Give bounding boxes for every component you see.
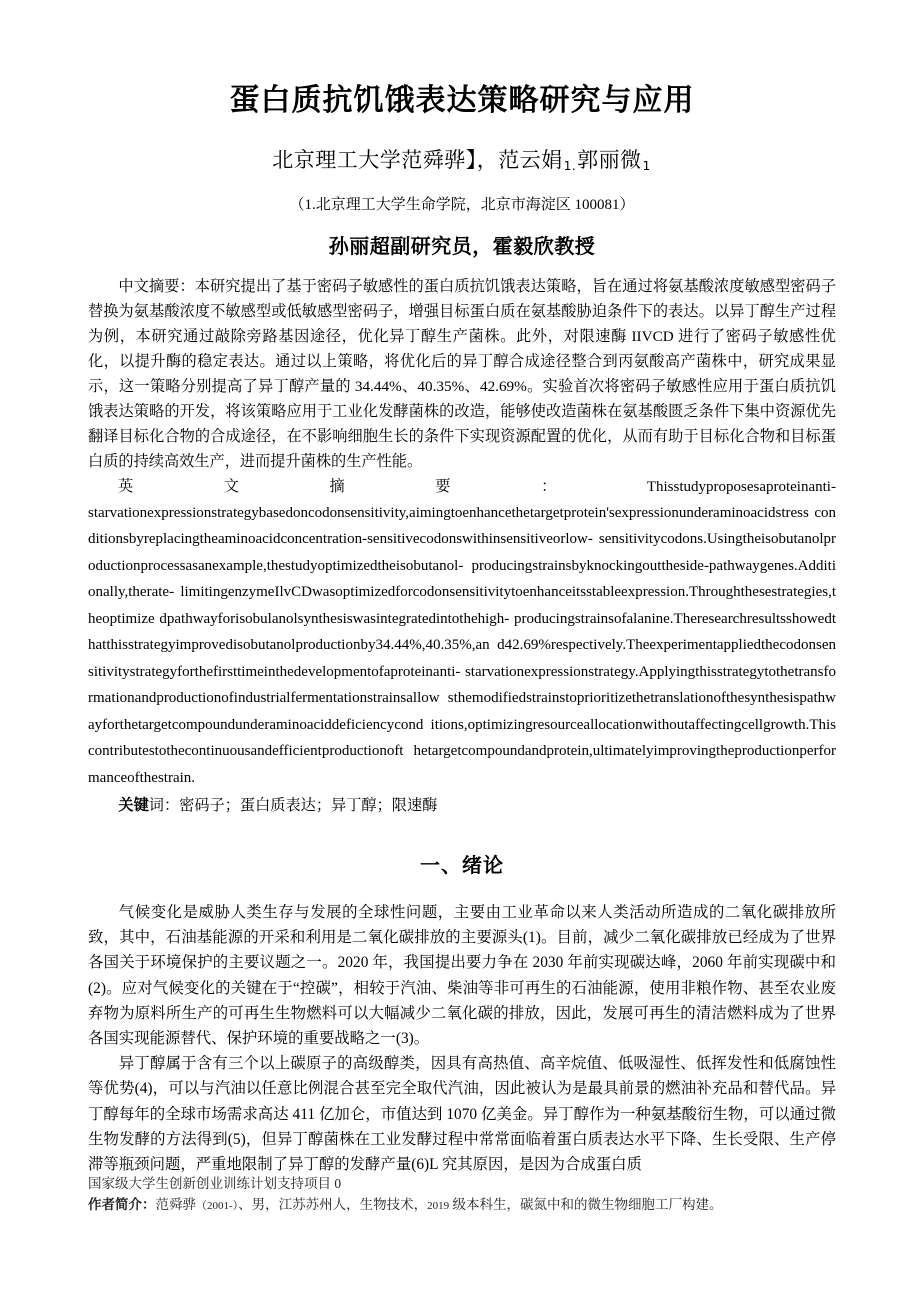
- footnote-bio-middle: 、男，江苏苏州人，生物技术，: [238, 1197, 428, 1212]
- section-body: [88, 900, 836, 1177]
- abstract-en-label-char-3: 摘: [329, 477, 345, 495]
- page-title: 蛋白质抗饥饿表达策略研究与应用: [229, 83, 695, 118]
- abstract-cn-paragraph: 中文摘要：本研究提出了基于密码子敏感性的蛋白质抗饥饿表达策略，旨在通过将氨基酸浓度敏感型密码子替换为氨基酸浓度不敏感型或低敏感型密码子，增强目标蛋白质在氨基酸胁迫条件下的表达。以异丁醇生产过程为例，本研究通过敲除旁路基因途径，优化异丁醇生产菌株。此外，对限速酶 IIVCD 进行了密码子敏感性优化，以提升酶的稳定表达。通过以上策略，将优化后的异丁醇合成途径整合到丙氨酸高产菌株中，研究成果显示，这一策略分别提高了异丁醇产量的 34.44%、40.35%、42.69%。实验首次将密码子敏感性应用于蛋白质抗饥饿表达策略的开发，将该策略应用于工业化发酵菌株的改造，能够使改造菌株在氨基酸匮乏条件下集中资源优先翻译目标化合物的合成途径，在不影响细胞生长的条件下实现资源配置的优化，从而有助于目标化合物和目标蛋白质的持续高效生产，进而提升菌株的生产性能。: [88, 277, 836, 470]
- affiliation-line: （1.北京理工大学生命学院，北京市海淀区 100081）: [289, 196, 635, 213]
- author-name-2: 范云娟: [498, 147, 563, 172]
- footnote-bio-years: （2001-）: [196, 1200, 239, 1212]
- abstract-en-body: starvationexpressionstrategybasedoncodonsensitivity,aimingtoenhancethetargetprotein'sexpressionunderaminoacidstress conditionsbyreplacingtheaminoacidconcentration-sensitivecodonswithinsensitiveorlow- sensitivitycodons.Usingtheisobutanolproductionprocessasanexample,thestudyoptimizedtheisobutanol- producingstrainsbyknockingouttheside-pathwaygenes.Additionally,therate- limitingenzymeIlvCDwasoptimizedforcodonsensitivitytoenhanceitsstableexpression.Throughthesestrategies,theoptimize dpathwayforisobulanolsynthesiswasintegratedintothehigh- producingstrainsofalanine.Theresearchresultsshowedthatthisstrategyimprovedisobutanolproductionby34.44%,40.35%,an d42.69%respectively.Theexperimentappliedthecodonsensitivitystrategyforthefirsttimeinthedevelopmentofaproteinanti- starvationexpressionstrategy.Applyingthisstrategytothetransformationandproductionofindustrialfermentationstrainsallow sthemodifiedstrainstoprioritizethetranslationofthesynthesispathwayforthetargetcompoundunderaminoaciddeficiencycond itions,optimizingresourceallocationwithoutaffectingcellgrowth.Thiscontributestothecontinuousandefficientproductionoft hetargetcompoundandprotein,ultimatelyimprovingtheproductionperformanceofthestrain.: [88, 504, 836, 786]
- abstract-section: [88, 259, 836, 820]
- body-paragraph-1: 气候变化是威胁人类生存与发展的全球性问题，主要由工业革命以来人类活动所造成的二氧化碳排放所致，其中，石油基能源的开采和利用是二氧化碳排放的主要源头(1)。目前，减少二氧化碳排放已经成为了世界各国关于环境保护的主要议题之一。2020 年，我国提出要力争在 2030 年前实现碳达峰，2060 年前实现碳中和(2)。应对气候变化的关键在于“控碳”，相较于汽油、柴油等非可再生的石油能源，使用非粮作物、甚至农业废弃物为原料所生产的可再生生物燃料可以大幅减少二氧化碳的排放，因此，发展可再生的清洁燃料成为了世界各国实现能源替代、保护环境的重要战略之一(3)。: [88, 904, 836, 1048]
- advisors-line: 孙丽超副研究员，霍毅欣教授: [328, 233, 596, 258]
- footnote-bio-name: 范舜骅: [155, 1197, 196, 1212]
- abstract-en-lead: [88, 474, 836, 500]
- page-content: [88, 0, 836, 1177]
- footnote-bio-year-2019: 2019: [427, 1200, 450, 1212]
- keywords-label-bold: 关键: [118, 797, 149, 814]
- abstract-en-lead-text: Thisstudyproposesaproteinanti-: [646, 478, 836, 495]
- abstract-en-label-colon: ：: [541, 477, 557, 495]
- abstract-en-label-char-1: 英: [118, 477, 134, 495]
- footnote-bio-tail: 级本科生，碳氮中和的微生物细胞工厂构建。: [449, 1197, 723, 1212]
- section-heading-introduction: 一、绪论: [420, 853, 504, 877]
- body-paragraph-2: 异丁醇属于含有三个以上碳原子的高级醇类，因具有高热值、高辛烷值、低吸湿性、低挥发性和低腐蚀性等优势(4)，可以与汽油以任意比例混合甚至完全取代汽油，因此被认为是最具前景的燃油补充品和替代品。异丁醇每年的全球市场需求高达 411 亿加仑，市值达到 1070 亿美金。异丁醇作为一种氨基酸衍生物，可以通过微生物发酵的方法得到(5)，但异丁醇菌株在工业发酵过程中常常面临着蛋白质表达水平下降、生长受限、生产停滞等瓶颈问题，严重地限制了异丁醇的发酵产量(6)L 究其原因，是因为合成蛋白质: [88, 1055, 836, 1174]
- author-line: [88, 120, 836, 174]
- author-sup-2: 1.: [563, 158, 577, 173]
- author-affiliation-prefix: 北京理工大学范舜骅: [272, 147, 466, 172]
- author-marker-1: 】: [465, 147, 477, 172]
- footnote-author-bio: [88, 1194, 836, 1217]
- keywords-label-rest: 词：: [148, 797, 180, 814]
- abstract-en-label-char-2: 文: [223, 477, 239, 495]
- footnote-bio-label: 作者简介：: [88, 1197, 156, 1212]
- abstract-en-label-char-4: 要: [435, 477, 451, 495]
- footnote-area: [88, 1173, 836, 1217]
- author-name-3: 郭丽微: [577, 147, 642, 172]
- keywords-value: 密码子；蛋白质表达；异丁醇；限速酶: [179, 797, 438, 814]
- keywords-line: [88, 791, 836, 819]
- author-sup-3: 1: [642, 158, 651, 173]
- footnote-funding: 国家级大学生创新创业训练计划支持项目 0: [88, 1176, 342, 1191]
- author-separator-1: ，: [476, 147, 499, 172]
